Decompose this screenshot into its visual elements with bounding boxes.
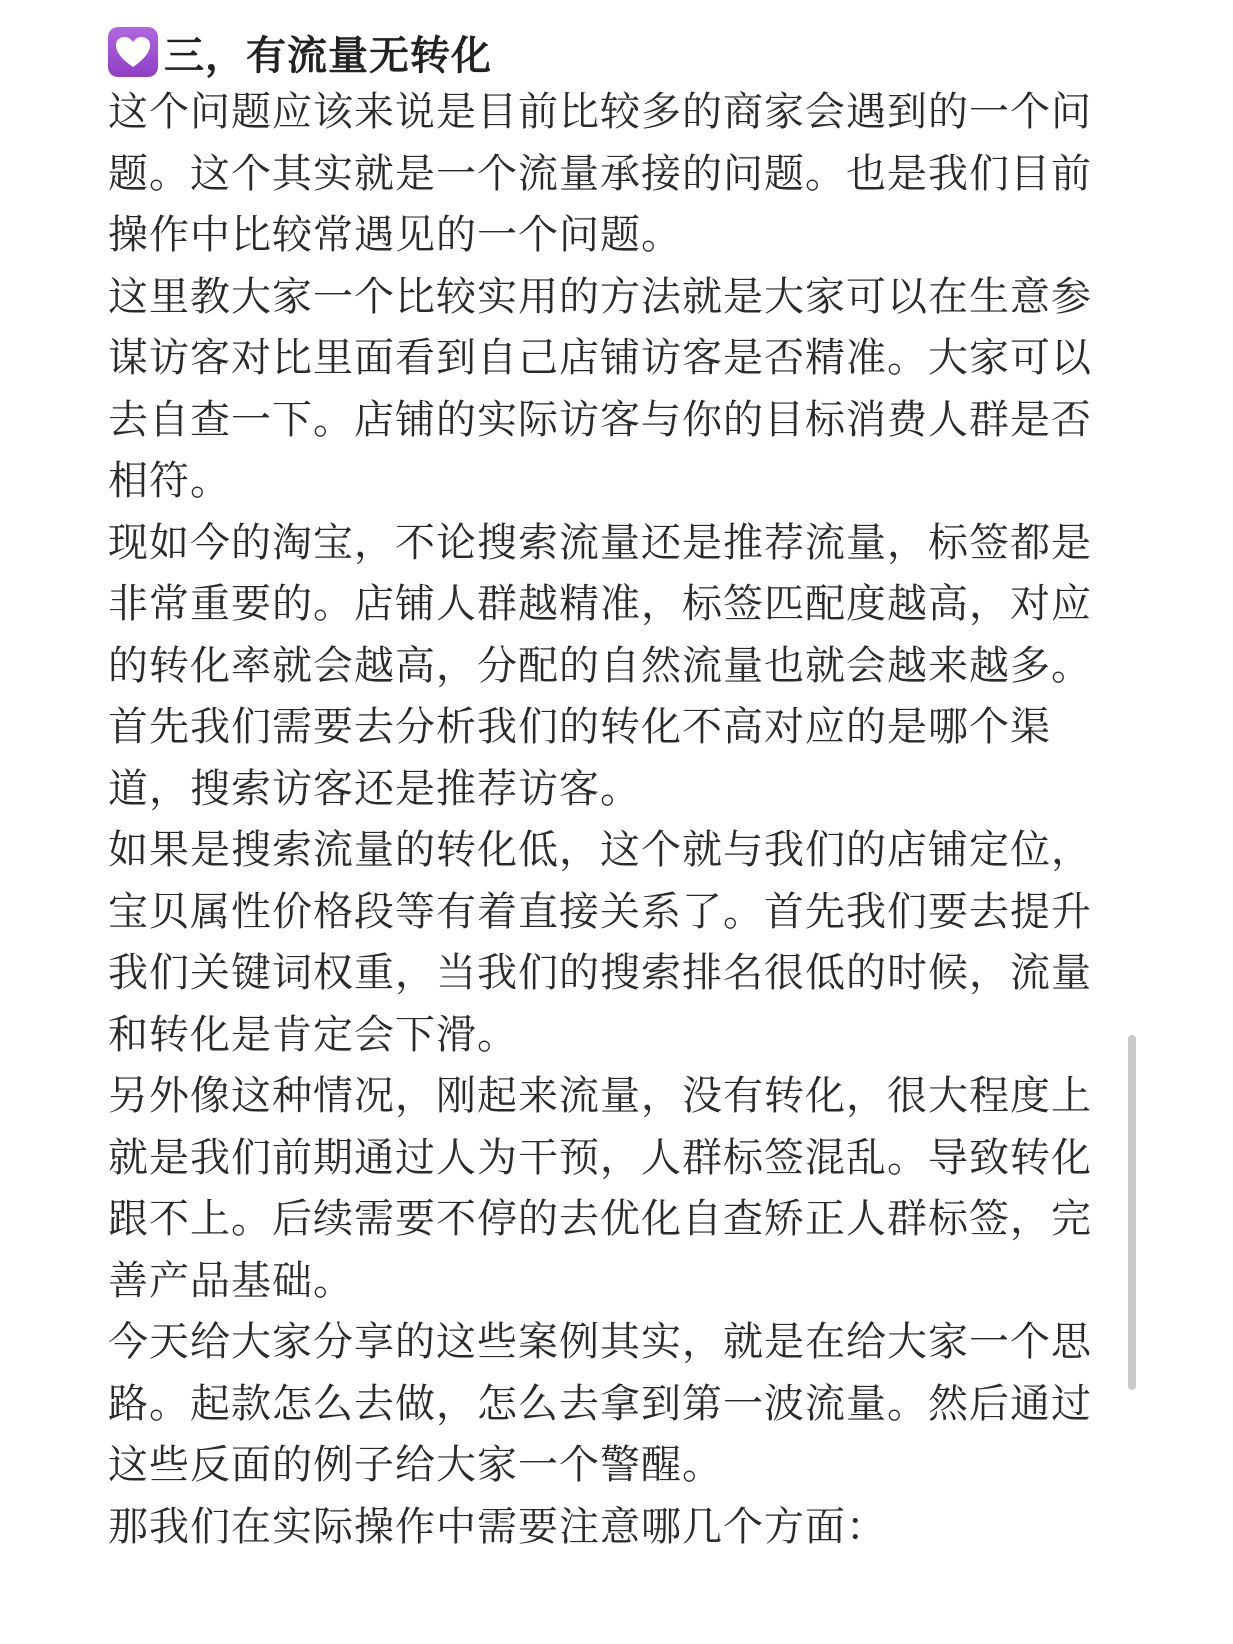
article-body <box>108 22 1108 1558</box>
section-heading <box>108 22 1108 82</box>
paragraph-1: 这个问题应该来说是目前比较多的商家会遇到的一个问题。这个其实就是一个流量承接的问题。也是我们目前操作中比较常遇见的一个问题。 <box>108 89 1092 258</box>
purple-heart-icon <box>108 27 158 77</box>
paragraph-4: 首先我们需要去分析我们的转化不高对应的是哪个渠道，搜索访客还是推荐访客。 <box>108 704 1051 812</box>
paragraph-5: 如果是搜索流量的转化低，这个就与我们的店铺定位，宝贝属性价格段等有着直接关系了。首先我们要去提升我们关键词权重，当我们的搜索排名很低的时候，流量和转化是肯定会下滑。 <box>108 827 1092 1058</box>
paragraph-7: 今天给大家分享的这些案例其实，就是在给大家一个思路。起款怎么去做，怎么去拿到第一波流量。然后通过这些反面的例子给大家一个警醒。 <box>108 1319 1092 1488</box>
heading-title: 三，有流量无转化 <box>164 32 492 79</box>
paragraph-3: 现如今的淘宝，不论搜索流量还是推荐流量，标签都是非常重要的。店铺人群越精准，标签匹配度越高，对应的转化率就会越高，分配的自然流量也就会越来越多。 <box>108 519 1092 689</box>
paragraph-8: 那我们在实际操作中需要注意哪几个方面： <box>108 1503 887 1550</box>
paragraph-6: 另外像这种情况，刚起来流量，没有转化，很大程度上就是我们前期通过人为干预，人群标签混乱。导致转化跟不上。后续需要不停的去优化自查矫正人群标签，完善产品基础。 <box>108 1073 1092 1304</box>
vertical-scrollbar[interactable] <box>1128 1035 1136 1390</box>
paragraph-2: 这里教大家一个比较实用的方法就是大家可以在生意参谋访客对比里面看到自己店铺访客是否精准。大家可以去自查一下。店铺的实际访客与你的目标消费人群是否相符。 <box>108 273 1092 504</box>
